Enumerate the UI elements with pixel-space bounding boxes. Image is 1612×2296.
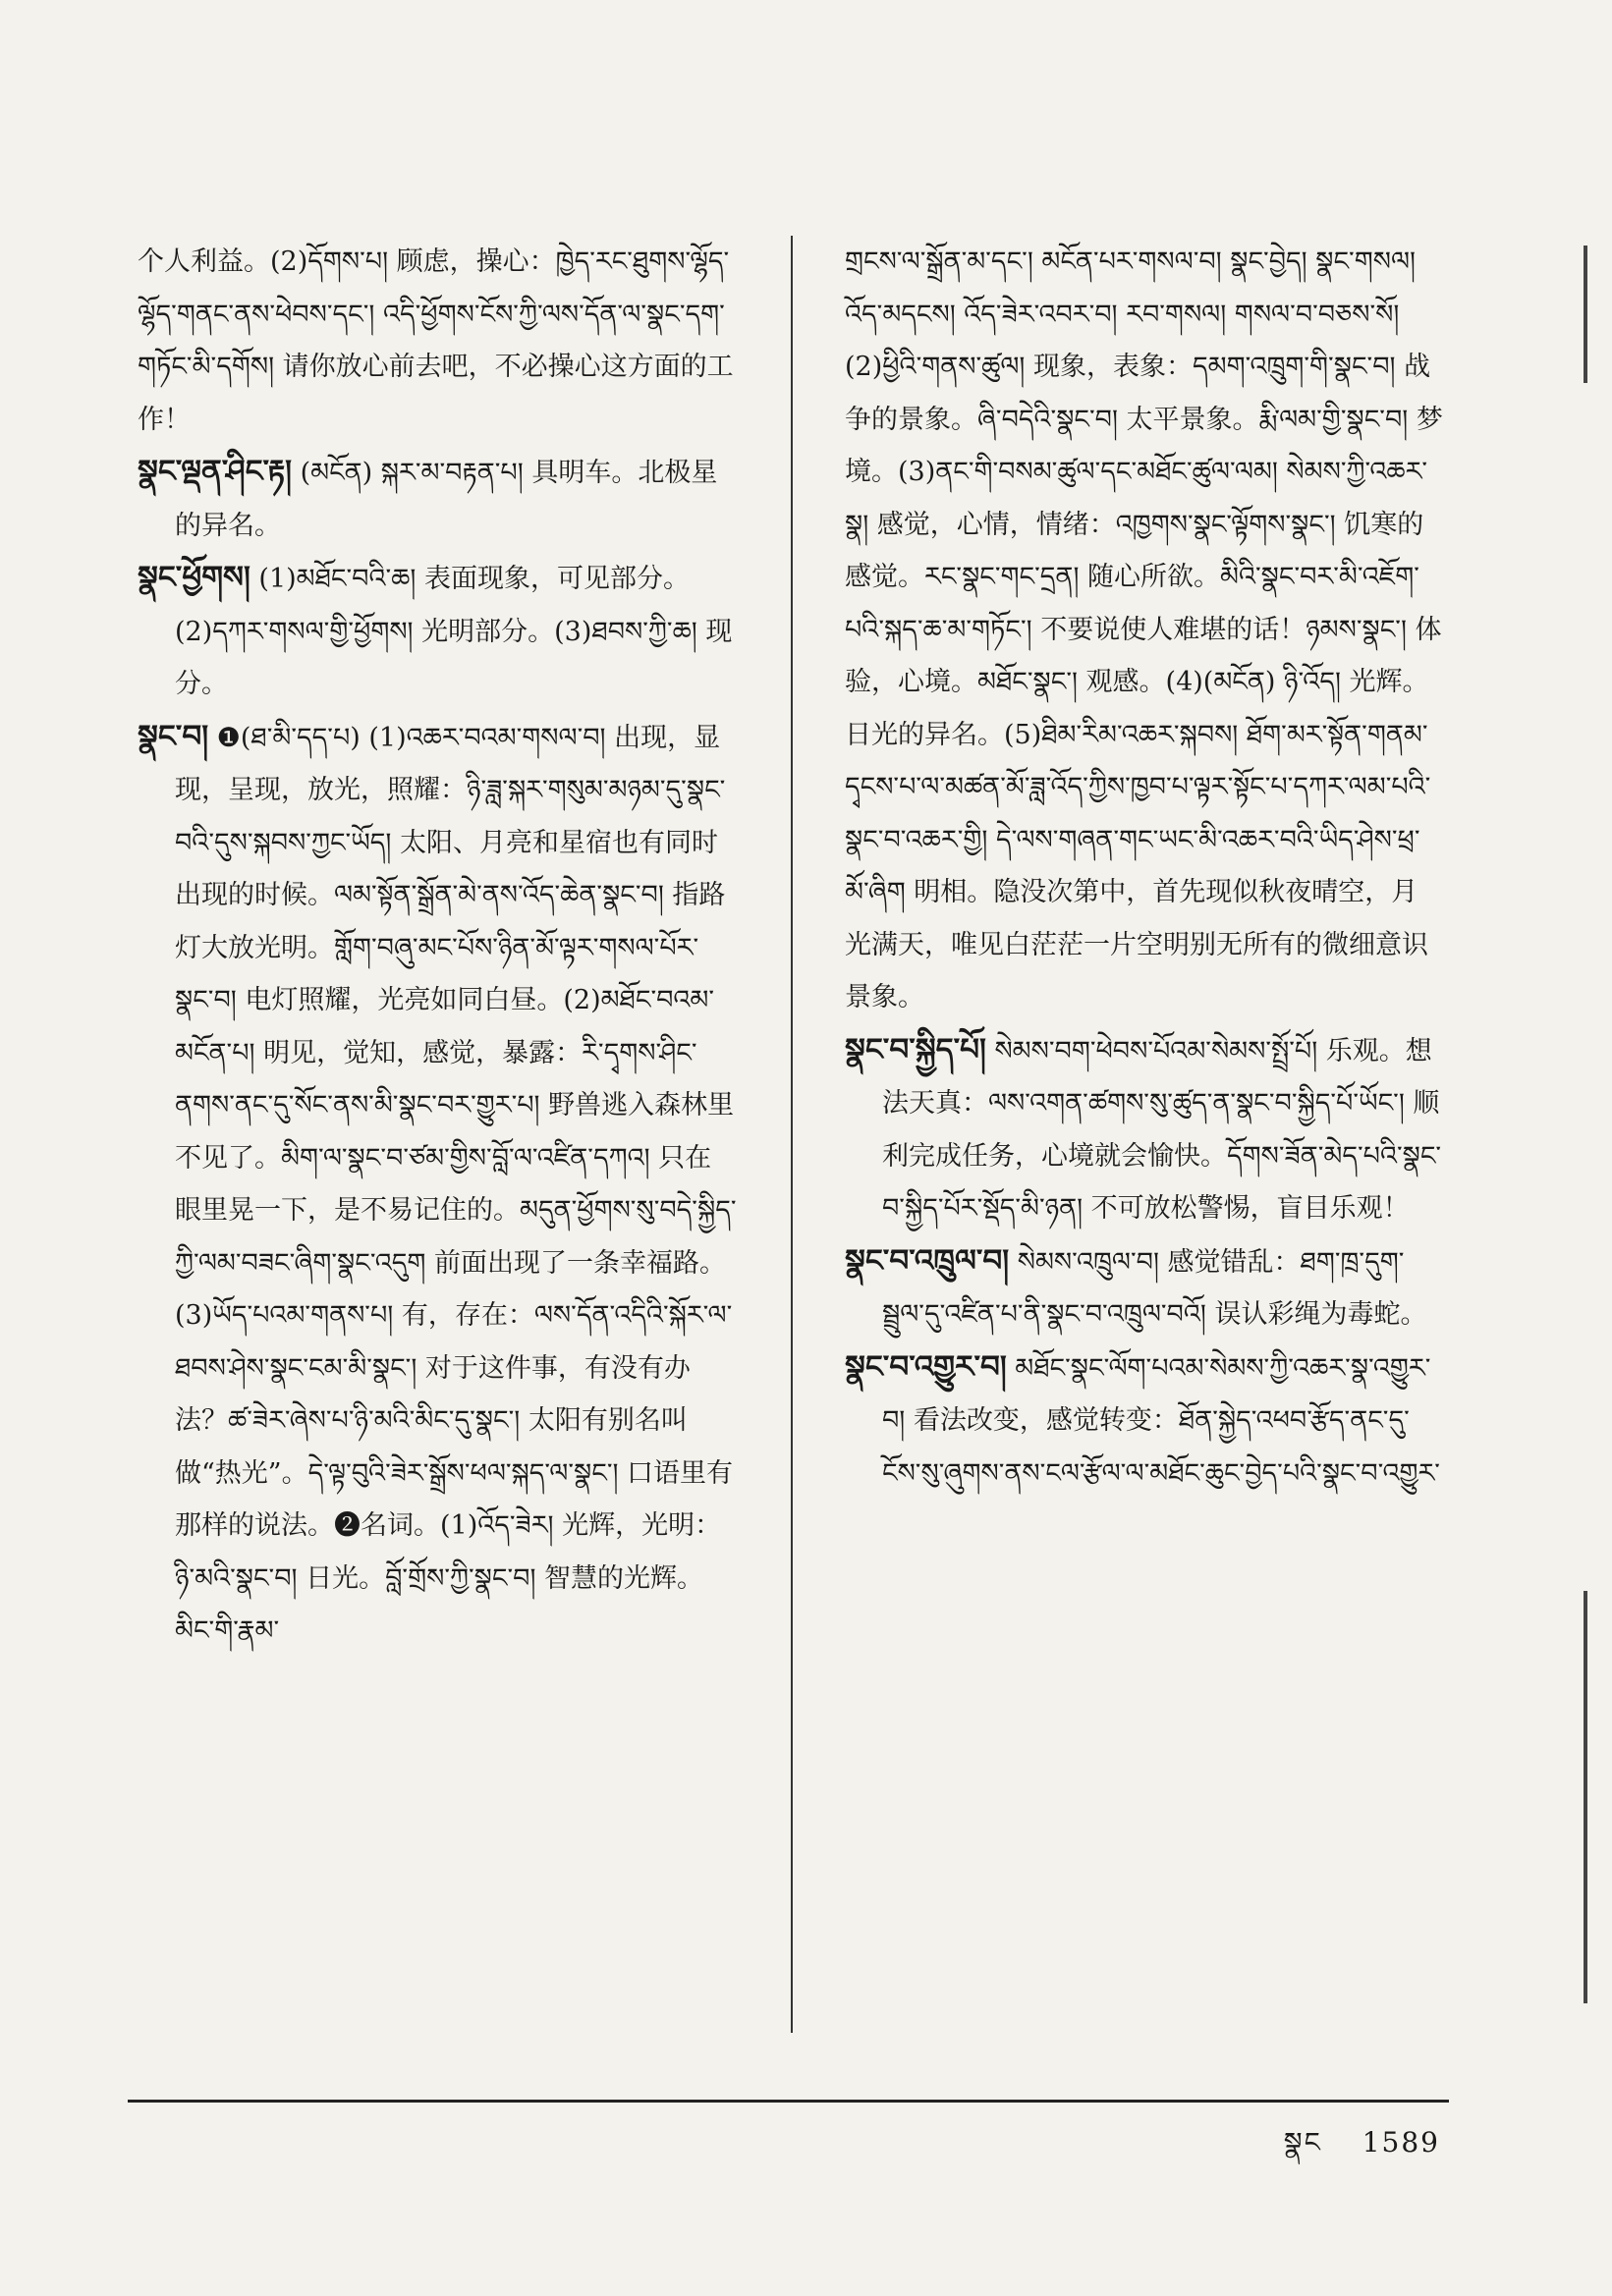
column-divider <box>791 236 793 2033</box>
entry-headword: སྣང་ཕྱོགས། <box>138 560 250 595</box>
entry-body: གྲངས་ལ་སྒྲོན་མ་དང་། མངོན་པར་གསལ་བ། སྣང་བྱེད། སྣང་གསལ། འོད་མདངས། འོད་ཟེར་འབར་བ། རབ་གསལ། གསལ་བ་བཅས་སོ། (2)ཕྱིའི་གནས་ཚུལ། 现象，表象：དམག་འཁྲུག་གི་སྣང་བ། 战争的景象。ཞི་བདེའི་སྣང་བ། 太平景象。རྨི་ལམ་གྱི་སྣང་བ། 梦境。(3)ནང་གི་བསམ་ཚུལ་དང་མཐོང་ཚུལ་ལམ། སེམས་ཀྱི་འཆར་སྣ། 感觉，心情，情绪：འཁྱགས་སྣང་ལྟོགས་སྣང་། 饥寒的感觉。རང་སྣང་གང་དྲན། 随心所欲。མིའི་སྣང་བར་མི་འཇོག་པའི་སྐད་ཆ་མ་གཏོང་། 不要说使人难堪的话！ཉམས་སྣང་། 体验，心境。མཐོང་སྣང་། 观感。(4)(མངོན) ཉི་འོད། 光辉。日光的异名。(5)ཐིམ་རིམ་འཆར་སྐབས། ཐོག་མར་སྟོན་གནམ་དྭངས་པ་ལ་མཚན་མོ་ཟླ་འོད་ཀྱིས་ཁྱབ་པ་ལྟར་སྟོང་པ་དཀར་ལམ་པའི་སྣང་བ་འཆར་གྱི། དེ་ལས་གཞན་གང་ཡང་མི་འཆར་བའི་ཡིད་ཤེས་ཕྲ་མོ་ཞིག 明相。隐没次第中，首先现似秋夜晴空，月光满天，唯见白茫茫一片空明别无所有的微细意识景象。 <box>845 246 1443 1012</box>
dictionary-entry <box>138 446 737 552</box>
footer-rule <box>128 2100 1449 2103</box>
entry-headword: སྣང་ལྡན་ཤིང་རྟ། <box>138 454 292 489</box>
entry-headword: སྣང་བ་འཁྲུལ་བ། <box>845 1242 1010 1279</box>
entry-body: (1)མཐོང་བའི་ཆ། 表面现象，可见部分。(2)དཀར་གསལ་གྱི་ཕྱོགས། 光明部分。(3)ཐབས་ཀྱི་ཆ། 现分。 <box>175 564 733 699</box>
scan-edge-mark <box>1584 246 1587 383</box>
left-column <box>138 236 737 1658</box>
right-column <box>845 236 1444 1500</box>
dictionary-entry <box>845 1024 1444 1235</box>
entry-headword: སྣང་བ་འགྱུར་བ། <box>845 1348 1007 1385</box>
dictionary-entry <box>845 1341 1444 1501</box>
entry-continuation <box>845 236 1444 1024</box>
entry-body: སེམས་འཁྲུལ་བ། 感觉错乱：ཐག་ཁྲ་དུག་སྦྲུལ་དུ་འཛིན་པ་ནི་སྣང་བ་འཁྲུལ་བའོ། 误认彩绳为毒蛇。 <box>882 1246 1427 1330</box>
scan-edge-mark <box>1584 1591 1587 2003</box>
dictionary-entry <box>138 711 737 1658</box>
dictionary-entry <box>845 1235 1444 1341</box>
dictionary-entry <box>138 552 737 711</box>
entry-body: ❶(ཐ་མི་དད་པ) (1)འཆར་བའམ་གསལ་བ། 出现，显现，呈现，放光，照耀：ཉི་ཟླ་སྐར་གསུམ་མཉམ་དུ་སྣང་བའི་དུས་སྐབས་ཀྱང་ཡོད། 太阳、月亮和星宿也有同时出现的时候。ལམ་སྟོན་སྒྲོན་མེ་ནས་འོད་ཆེན་སྣང་བ། 指路灯大放光明。གློག་བཞུ་མང་པོས་ཉིན་མོ་ལྟར་གསལ་པོར་སྣང་བ། 电灯照耀，光亮如同白昼。(2)མཐོང་བའམ་མངོན་པ། 明见，觉知，感觉，暴露：རི་དྭགས་ཤིང་ནགས་ནང་དུ་སོང་ནས་མི་སྣང་བར་གྱུར་པ། 野兽逃入森林里不见了。མིག་ལ་སྣང་བ་ཙམ་གྱིས་བློ་ལ་འཛིན་དཀའ། 只在眼里晃一下，是不易记住的。མདུན་ཕྱོགས་སུ་བདེ་སྐྱིད་ཀྱི་ལམ་བཟང་ཞིག་སྣང་འདུག 前面出现了一条幸福路。(3)ཡོད་པའམ་གནས་པ། 有，存在：ལས་དོན་འདིའི་སྐོར་ལ་ཐབས་ཤེས་སྣང་ངམ་མི་སྣང་། 对于这件事，有没有办法？ཚ་ཟེར་ཞེས་པ་ཉི་མའི་མིང་དུ་སྣང་། 太阳有别名叫做“热光”。དེ་ལྟ་བུའི་ཟེར་སྒྲོས་ཕལ་སྐད་ལ་སྣང་། 口语里有那样的说法。❷名词。(1)འོད་ཟེར། 光辉，光明：ཉི་མའི་སྣང་བ། 日光。བློ་གྲོས་ཀྱི་སྣང་བ། 智慧的光辉。མིང་གི་རྣམ་ <box>175 722 737 1646</box>
running-head: སྣང <box>1283 2126 1322 2159</box>
entry-body: 个人利益。(2)དོགས་པ། 顾虑，操心：ཁྱེད་རང་ཐུགས་ལྷོད་ལྷོད་གནང་ནས་ཕེབས་དང་། འདི་ཕྱོགས་ངོས་ཀྱི་ལས་དོན་ལ་སྣང་དག་གཏོང་མི་དགོས། 请你放心前去吧，不必操心这方面的工作！ <box>138 246 734 435</box>
entry-body: (མངོན) སྐར་མ་བརྟན་པ། 具明车。北极星的异名。 <box>175 458 718 541</box>
page-number: 1589 <box>1362 2126 1440 2159</box>
entry-headword: སྣང་བ། <box>138 718 209 754</box>
entry-body: སེམས་བག་ཕེབས་པོའམ་སེམས་སྤྲོ་པོ། 乐观。想法天真：ལས་འགན་ཚགས་སུ་ཚུད་ན་སྣང་བ་སྐྱིད་པོ་ཡོང་། 顺利完成任务，心境就会愉快。དོགས་ཟོན་མེད་པའི་སྣང་བ་སྐྱིད་པོར་སྡོད་མི་ཉན། 不可放松警惕，盲目乐观！ <box>882 1035 1442 1224</box>
entry-body: མཐོང་སྣང་ལོག་པའམ་སེམས་ཀྱི་འཆར་སྣ་འགྱུར་བ། 看法改变，感觉转变：ཐོན་སྐྱེད་འཕབ་རྩོད་ནང་དུ་ངོས་སུ་ཞུགས་ནས་ངལ་རྩོལ་ལ་མཐོང་ཆུང་བྱེད་པའི་སྣང་བ་འགྱུར་ <box>882 1352 1440 1489</box>
entry-continuation <box>138 236 737 446</box>
page-footer <box>1254 2111 1440 2189</box>
entry-headword: སྣང་བ་སྐྱིད་པོ། <box>845 1031 986 1067</box>
